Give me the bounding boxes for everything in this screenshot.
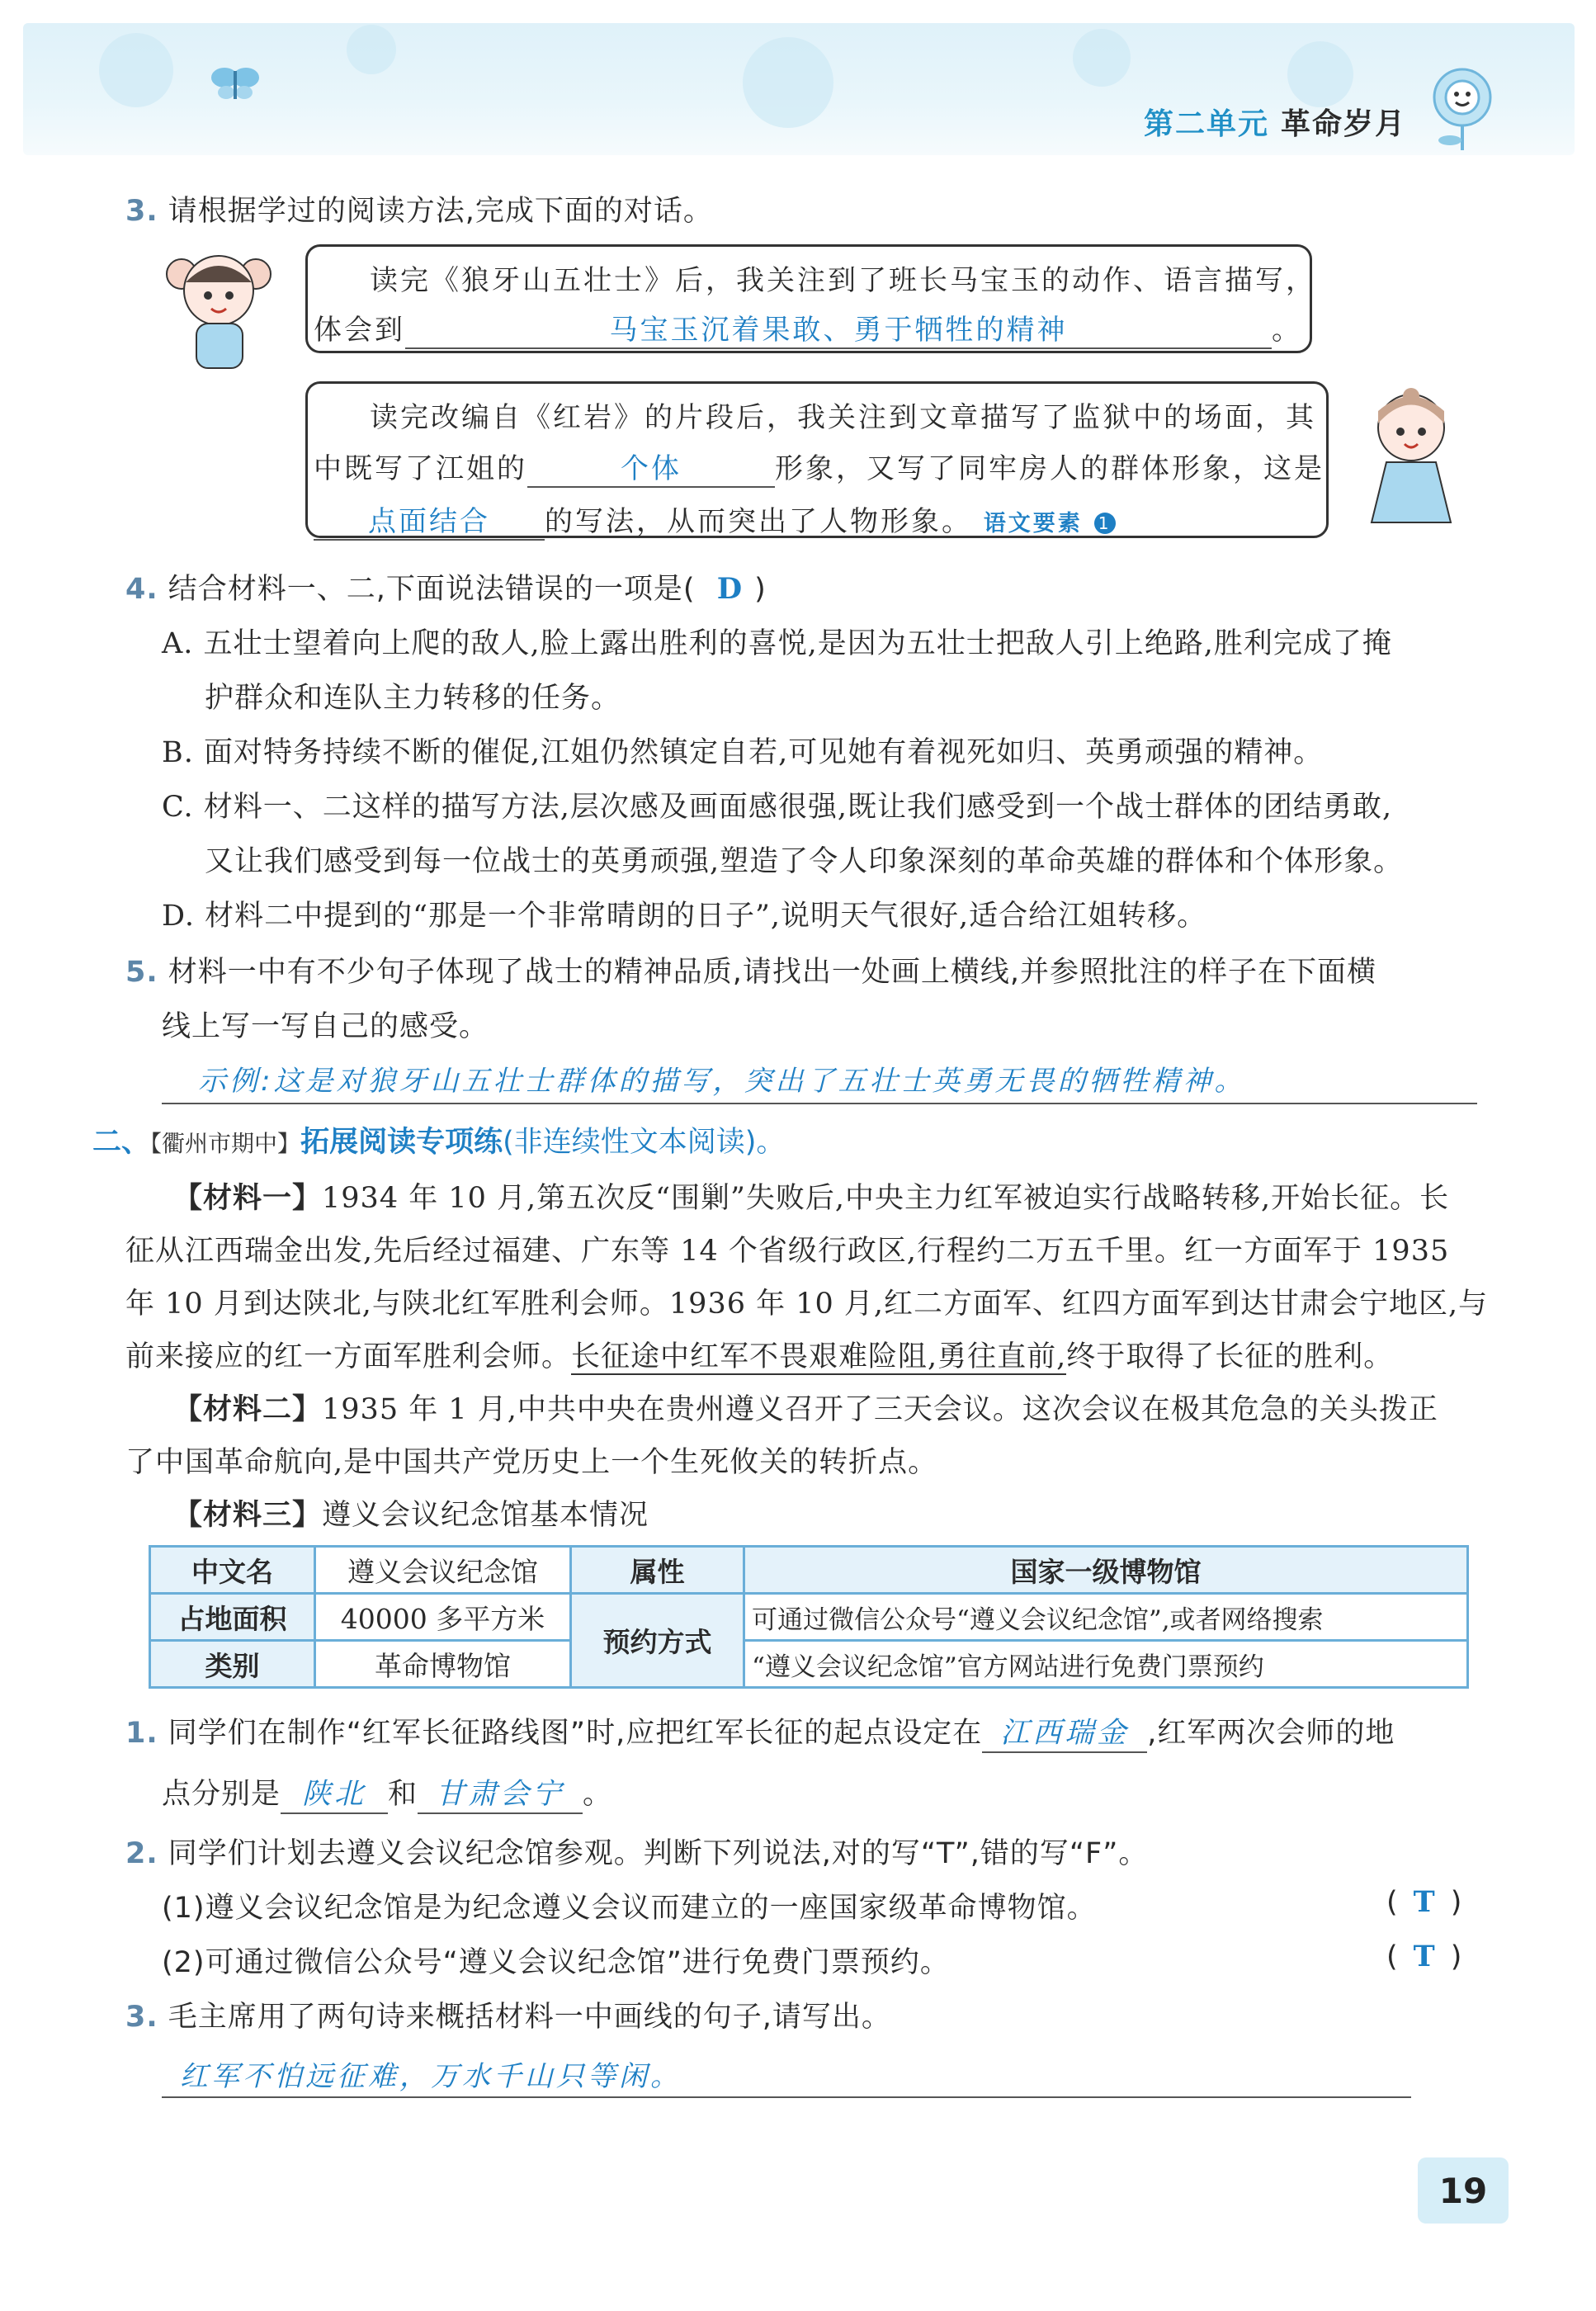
option-c-line-1: C. 材料一、二这样的描写方法,层次感及画面感很强,既让我们感受到一个战士群体的团结勇敢, <box>162 791 1393 824</box>
option-d: D. 材料二中提到的“那是一个非常晴朗的日子”,说明天气很好,适合给江姐转移。 <box>162 900 1207 933</box>
museum-info-table <box>149 1545 1469 1689</box>
s2-question-1-line-1: 1. 同学们在制作“红军长征路线图”时,应把红军长征的起点设定在 江西瑞金 ,红军两次会师的地 <box>125 1710 1395 1753</box>
table-cell: 40000 多平方米 <box>315 1594 571 1641</box>
answer-blank: 江西瑞金 <box>982 1710 1147 1753</box>
option-a-line-1: A. 五壮士望着向上爬的敌人,脸上露出胜利的喜悦,是因为五壮士把敌人引上绝路,胜利完成了掩 <box>162 627 1392 660</box>
answer-blank: 点面结合 <box>314 499 545 541</box>
table-cell: 属性 <box>571 1547 744 1594</box>
table-row <box>150 1594 1468 1641</box>
table-cell: 类别 <box>150 1641 315 1688</box>
material-3-title: 【材料三】遵义会议纪念馆基本情况 <box>173 1499 649 1532</box>
answer-blank: 马宝玉沉着果敢、勇于牺牲的精神 <box>405 307 1272 349</box>
s2-question-3-answer: 红军不怕远征难，万水千山只等闲。 <box>180 2060 682 2093</box>
bubble-2-line-2: 中既写了江姐的 个体 形象，又写了同牢房人的群体形象，这是 <box>314 446 1324 488</box>
bubble-1-line-2: 体会到 马宝玉沉着果敢、勇于牺牲的精神 。 <box>314 307 1302 349</box>
s2-question-3: 3. 毛主席用了两句诗来概括材料一中画线的句子,请写出。 <box>125 2001 891 2034</box>
skill-tag-number: 1 <box>1094 513 1116 534</box>
answer-choice: D <box>716 572 744 606</box>
butterfly-icon <box>206 58 264 107</box>
material-1-line-2: 征从江西瑞金出发,先后经过福建、广东等 14 个省级行政区,行程约二万五千里。红一方面军于 1935 <box>125 1235 1450 1268</box>
table-row <box>150 1641 1468 1688</box>
option-b: B. 面对特务持续不断的催促,江姐仍然镇定自若,可见她有着视死如归、英勇顽强的精神。 <box>162 736 1324 769</box>
s2-question-2-item-1: (1)遵义会议纪念馆是为纪念遵义会议而建立的一座国家级革命博物馆。 <box>162 1892 1097 1925</box>
answer-blank: 陕北 <box>281 1771 388 1814</box>
judgement-answer-2: ( T ) <box>1386 1940 1463 1973</box>
table-cell: 国家一级博物馆 <box>744 1547 1468 1594</box>
bubble-1-line-1: 读完《狼牙山五壮士》后，我关注到了班长马宝玉的动作、语言描写， <box>370 264 1316 297</box>
table-cell: “遵义会议纪念馆”官方网站进行免费门票预约 <box>744 1641 1468 1688</box>
answer-rule <box>162 1103 1477 1104</box>
girl-illustration <box>157 241 281 373</box>
material-1-line-4: 前来接应的红一方面军胜利会师。长征途中红军不畏艰难险阻,勇往直前,终于取得了长征的胜利。 <box>125 1340 1394 1373</box>
unit-title: 第二单元 革命岁月 <box>1143 107 1406 141</box>
table-cell: 遵义会议纪念馆 <box>315 1547 571 1594</box>
material-1-line-1: 【材料一】1934 年 10 月,第五次反“围剿”失败后,中央主力红军被迫实行战略转移,开始长征。长 <box>173 1182 1450 1215</box>
material-1-line-3: 年 10 月到达陕北,与陕北红军胜利会师。1936 年 10 月,红二方面军、红四方面军到达甘肃会宁地区,与 <box>125 1288 1489 1321</box>
question-5-answer: 示例:这是对狼牙山五壮士群体的描写，突出了五壮士英勇无畏的牺牲精神。 <box>198 1065 1246 1098</box>
girl-illustration-2 <box>1353 386 1469 527</box>
table-cell: 可通过微信公众号“遵义会议纪念馆”,或者网络搜索 <box>744 1594 1468 1641</box>
judgement-answer-1: ( T ) <box>1386 1885 1463 1919</box>
answer-blank: 甘肃会宁 <box>418 1771 583 1814</box>
s2-question-2: 2. 同学们计划去遵义会议纪念馆参观。判断下列说法,对的写“T”,错的写“F”。 <box>125 1837 1149 1870</box>
table-cell: 占地面积 <box>150 1594 315 1641</box>
sunflower-icon <box>1424 63 1502 154</box>
material-2-line-2: 了中国革命航向,是中国共产党历史上一个生死攸关的转折点。 <box>125 1446 938 1479</box>
material-2-line-1: 【材料二】1935 年 1 月,中共中央在贵州遵义召开了三天会议。这次会议在极其危急的关头拨正 <box>173 1393 1438 1426</box>
question-3: 3. 请根据学过的阅读方法,完成下面的对话。 <box>125 195 713 228</box>
option-c-line-2: 又让我们感受到每一位战士的英勇顽强,塑造了令人印象深刻的革命英雄的群体和个体形象。 <box>205 845 1404 878</box>
page-number: 19 <box>1418 2157 1509 2224</box>
section-2-title: 二、【衢州市期中】拓展阅读专项练(非连续性文本阅读)。 <box>92 1126 786 1159</box>
question-4: 4. 结合材料一、二,下面说法错误的一项是( D ) <box>125 572 767 606</box>
question-5-line-2: 线上写一写自己的感受。 <box>162 1010 489 1043</box>
s2-question-2-item-2: (2)可通过微信公众号“遵义会议纪念馆”进行免费门票预约。 <box>162 1946 950 1979</box>
table-cell: 中文名 <box>150 1547 315 1594</box>
skill-tag: 语文要素 <box>983 511 1083 536</box>
bubble-2-line-3: 点面结合 的写法，从而突出了人物形象。 语文要素 1 <box>314 499 1116 541</box>
answer-rule <box>162 2096 1411 2098</box>
underlined-sentence: 长征途中红军不畏艰难险阻,勇往直前, <box>571 1340 1067 1373</box>
bubble-2-line-1: 读完改编自《红岩》的片段后，我关注到文章描写了监狱中的场面，其 <box>370 401 1316 434</box>
option-a-line-2: 护群众和连队主力转移的任务。 <box>205 682 621 715</box>
question-5-line-1: 5. 材料一中有不少句子体现了战士的精神品质,请找出一处画上横线,并参照批注的样子在下面横 <box>125 956 1377 989</box>
answer-blank: 个体 <box>527 446 775 488</box>
s2-question-1-line-2: 点分别是 陕北 和 甘肃会宁 。 <box>162 1771 612 1814</box>
table-row <box>150 1547 1468 1594</box>
table-cell: 革命博物馆 <box>315 1641 571 1688</box>
table-cell: 预约方式 <box>571 1594 744 1688</box>
